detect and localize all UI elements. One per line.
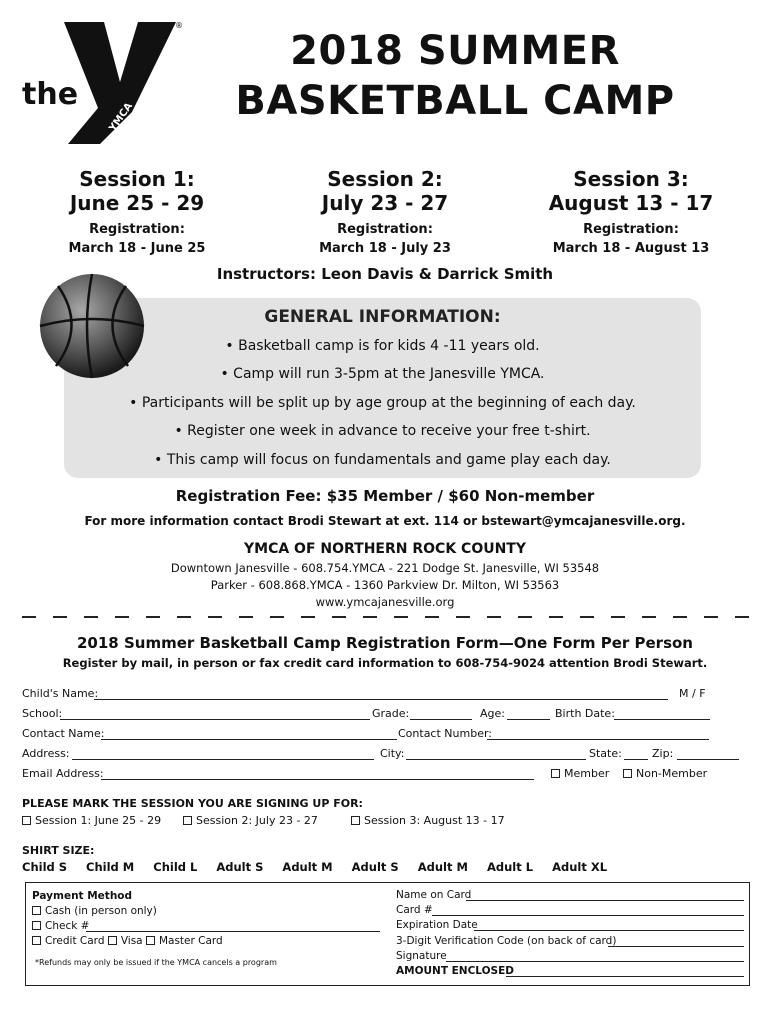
address-label: Address:	[22, 747, 70, 760]
amount-enclosed-label: AMOUNT ENCLOSED	[396, 965, 514, 977]
shirt-size-option[interactable]: Adult S	[351, 860, 399, 874]
session-option-2[interactable]	[183, 814, 318, 827]
session-dates: August 13 - 17	[548, 191, 714, 215]
info-item: • This camp will focus on fundamentals and game play each day.	[154, 452, 611, 468]
session-option-label: Session 2: July 23 - 27	[196, 814, 318, 827]
payment-option-label: Visa	[120, 935, 143, 947]
amount-enclosed-field[interactable]	[506, 976, 744, 977]
session-name: Session 1:	[79, 167, 195, 191]
payment-cash[interactable]	[32, 905, 157, 917]
info-item: • Camp will run 3-5pm at the Janesville YMCA.	[220, 366, 545, 382]
registration-fee: Registration Fee: $35 Member / $60 Non-member	[175, 487, 595, 505]
session-3	[511, 167, 751, 258]
non-member-checkbox[interactable]	[623, 767, 707, 780]
payment-option-label: Master Card	[158, 935, 223, 947]
email-field[interactable]	[101, 779, 534, 780]
checkbox-icon[interactable]	[32, 906, 41, 915]
session-option-3[interactable]	[351, 814, 505, 827]
checkbox-icon[interactable]	[183, 816, 192, 825]
shirt-size-option[interactable]: Adult S	[216, 860, 264, 874]
member-checkbox[interactable]	[551, 767, 609, 780]
checkbox-icon[interactable]	[108, 936, 117, 945]
info-item: • Register one week in advance to receive your free t-shirt.	[174, 423, 591, 439]
checkbox-icon[interactable]	[32, 921, 41, 930]
cut-line	[22, 616, 752, 618]
session-option-label: Session 1: June 25 - 29	[35, 814, 162, 827]
member-label: Member	[564, 767, 610, 780]
grade-field[interactable]	[410, 719, 472, 720]
session-reg-label: Registration:	[583, 222, 679, 237]
org-website: www.ymcajanesville.org	[315, 595, 455, 609]
form-title: 2018 Summer Basketball Camp Registration Form—One Form Per Person	[77, 634, 693, 652]
session-option-1[interactable]	[22, 814, 161, 827]
signature-label: Signature	[396, 950, 447, 962]
shirt-size-options	[22, 860, 622, 874]
verification-code-label: 3-Digit Verification Code (on back of card)	[396, 935, 617, 947]
name-on-card-label: Name on Card	[396, 889, 472, 901]
grade-label: Grade:	[372, 707, 410, 720]
non-member-label: Non-Member	[636, 767, 708, 780]
refund-note: *Refunds may only be issued if the YMCA cancels a program	[35, 958, 277, 967]
shirt-size-option[interactable]: Adult L	[486, 860, 534, 874]
form-subtitle: Register by mail, in person or fax credit card information to 608-754-9024 attention Brodi Stewart.	[62, 656, 708, 670]
state-label: State:	[589, 747, 622, 760]
check-number-field[interactable]	[86, 931, 380, 932]
session-1	[17, 167, 257, 258]
page-title-line1: 2018 SUMMER	[290, 28, 620, 74]
session-2	[265, 167, 505, 258]
session-option-label: Session 3: August 13 - 17	[364, 814, 505, 827]
school-field[interactable]	[60, 719, 370, 720]
info-item: • Basketball camp is for kids 4 -11 years old.	[225, 338, 540, 354]
shirt-size-heading: SHIRT SIZE:	[22, 844, 95, 857]
org-name: YMCA OF NORTHERN ROCK COUNTY	[244, 541, 526, 557]
payment-card-options	[32, 935, 223, 947]
shirt-size-option[interactable]: Adult XL	[552, 860, 608, 874]
payment-credit-card[interactable]	[32, 935, 104, 947]
verification-code-field[interactable]	[608, 946, 744, 947]
org-address-line: Parker - 608.868.YMCA - 1360 Parkview Dr. Milton, WI 53563	[210, 578, 560, 592]
logo-word: the	[22, 77, 79, 112]
contact-name-label: Contact Name:	[22, 727, 105, 740]
general-info-heading: GENERAL INFORMATION:	[264, 307, 501, 327]
contact-info: For more information contact Brodi Stewart at ext. 114 or bstewart@ymcajanesville.org.	[84, 514, 686, 528]
checkbox-icon[interactable]	[551, 769, 560, 778]
zip-field[interactable]	[677, 759, 739, 760]
payment-heading: Payment Method	[32, 890, 133, 902]
name-on-card-field[interactable]	[466, 900, 744, 901]
shirt-size-option[interactable]: Child M	[86, 860, 135, 874]
contact-number-label: Contact Number:	[398, 727, 492, 740]
checkbox-icon[interactable]	[351, 816, 360, 825]
birth-date-label: Birth Date:	[555, 707, 615, 720]
email-label: Email Address:	[22, 767, 104, 780]
session-dates: June 25 - 29	[69, 191, 205, 215]
info-item: • Participants will be split up by age group at the beginning of each day.	[129, 395, 636, 411]
session-reg-dates: March 18 - June 25	[68, 241, 206, 256]
gender-options[interactable]: M / F	[679, 687, 706, 700]
shirt-size-option[interactable]: Child L	[153, 860, 198, 874]
city-label: City:	[380, 747, 405, 760]
age-field[interactable]	[507, 719, 550, 720]
contact-name-field[interactable]	[101, 739, 397, 740]
checkbox-icon[interactable]	[22, 816, 31, 825]
payment-box	[25, 882, 750, 986]
checkbox-icon[interactable]	[623, 769, 632, 778]
payment-option-label: Cash (in person only)	[45, 905, 157, 917]
birth-date-field[interactable]	[614, 719, 710, 720]
card-number-field[interactable]	[432, 915, 744, 916]
session-reg-dates: March 18 - August 13	[552, 241, 710, 256]
state-field[interactable]	[624, 759, 648, 760]
session-name: Session 2:	[327, 167, 443, 191]
zip-label: Zip:	[652, 747, 674, 760]
logo-brand: YMCA	[107, 100, 135, 134]
session-reg-label: Registration:	[89, 222, 185, 237]
shirt-size-option[interactable]: Adult M	[417, 860, 468, 874]
contact-number-field[interactable]	[487, 739, 709, 740]
payment-mastercard[interactable]	[146, 935, 223, 947]
payment-visa[interactable]	[108, 935, 143, 947]
page-title-line2: BASKETBALL CAMP	[235, 78, 675, 124]
checkbox-icon[interactable]	[32, 936, 41, 945]
checkbox-icon[interactable]	[146, 936, 155, 945]
session-name: Session 3:	[573, 167, 689, 191]
payment-check[interactable]	[32, 920, 89, 932]
logo-registered: ®	[175, 21, 183, 30]
payment-option-label: Credit Card	[45, 935, 105, 947]
address-field[interactable]	[72, 759, 374, 760]
instructors: Instructors: Leon Davis & Darrick Smith	[216, 265, 554, 283]
child-name-field[interactable]	[94, 699, 668, 700]
session-dates: July 23 - 27	[321, 191, 449, 215]
school-label: School:	[22, 707, 63, 720]
expiration-date-label: Expiration Date	[396, 919, 478, 931]
org-address-line: Downtown Janesville - 608.754.YMCA - 221 Dodge St. Janesville, WI 53548	[170, 561, 600, 575]
session-reg-label: Registration:	[337, 222, 433, 237]
shirt-size-option[interactable]: Adult M	[282, 860, 333, 874]
card-number-label: Card #	[396, 904, 433, 916]
expiration-date-field[interactable]	[474, 930, 744, 931]
age-label: Age:	[480, 707, 505, 720]
child-name-label: Child's Name:	[22, 687, 99, 700]
session-reg-dates: March 18 - July 23	[319, 241, 451, 256]
payment-option-label: Check #	[45, 920, 90, 932]
session-heading: PLEASE MARK THE SESSION YOU ARE SIGNING UP FOR:	[22, 797, 363, 810]
ymca-logo	[20, 16, 190, 148]
signature-field[interactable]	[446, 961, 744, 962]
shirt-size-option[interactable]: Child S	[22, 860, 68, 874]
city-field[interactable]	[406, 759, 586, 760]
